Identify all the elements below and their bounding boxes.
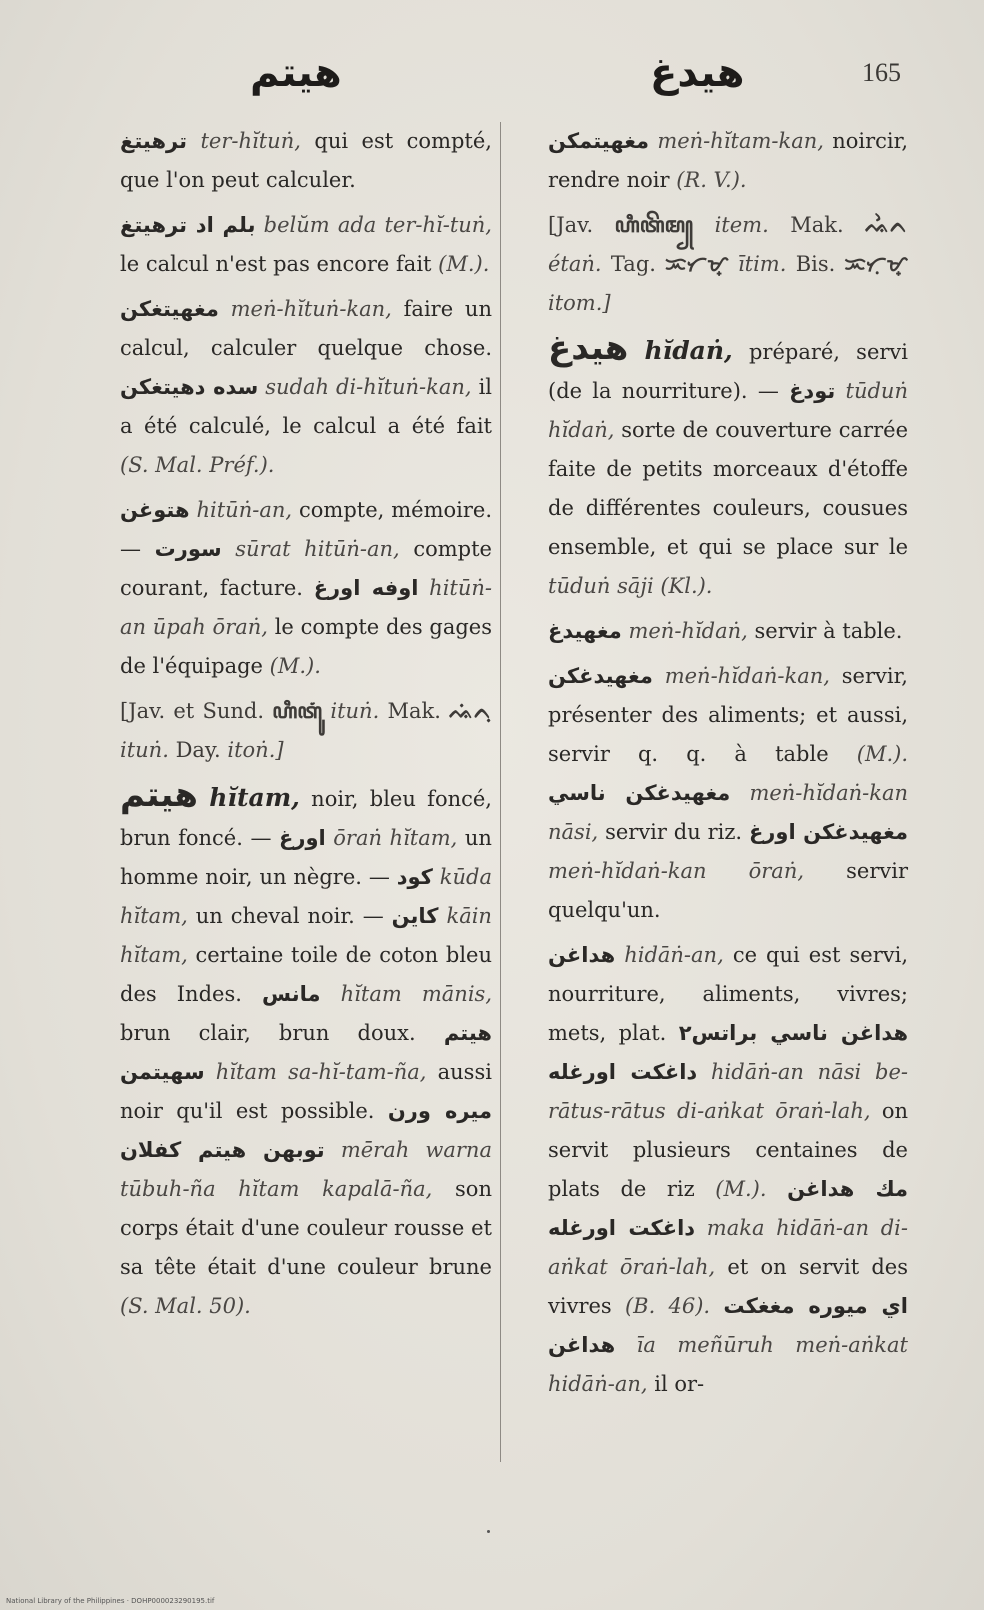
right-column (548, 122, 908, 1410)
entry-belum-ada: بلم اد ترهيتغ belŭm ada ter-hĭ-tuṅ, le calcul n'est pas encore fait (M.). (120, 213, 492, 276)
etymology-hitam: [Jav. ꦲꦶꦠꦼꦩ꧀ item. Mak. ᨕᨛᨈ étaṅ. Tag. ᜁᜆᜋ᜔ ītim. Bis. ᜁᜆᜓᜋ᜔ itom.] (548, 213, 909, 315)
entry-terhitung: ترهيتغ ter-hĭtuṅ, qui est compté, que l'on peut calculer. (120, 129, 492, 192)
header-left-arabic: هيتم (250, 50, 342, 96)
entry-hidangan: هداغن hidāṅ-an, ce qui est servi, nourriture, aliments, vivres; mets, plat. هداغن ناسي براتس٢ داغكت اورغله hidāṅ-an nāsi be-rātus-rātus di-aṅkat ōraṅ-lah, on servit plusieurs centaines de plats de riz (M.). مك هداغن داغكت اورغله maka hidāṅ-an di-aṅkat ōraṅ-lah, et on servit des vivres (B. 46). اي ميوره مغغكت هداغن īa meñūruh meṅ-aṅkat hidāṅ-an, il or- (548, 943, 909, 1396)
entry-menghidangkan: مغهيدغكن meṅ-hĭdaṅ-kan, servir, présenter des aliments; et aussi, servir q. q. à table (M.). مغهيدغكن ناسي meṅ-hĭdaṅ-kan nāsi, servir du riz. مغهيدغكن اورغ meṅ-hĭdaṅ-kan ōraṅ, servir quelqu'un. (548, 664, 908, 922)
column-divider (500, 122, 501, 1462)
scan-credit: National Library of the Philippines · DOHP000023290195.tif (6, 1597, 215, 1605)
etymology-hitung: [Jav. et Sund. ꦲꦶꦠꦸꦁ ituṅ. Mak. ᨕᨗᨈᨘ ituṅ. Day. itoṅ.] (120, 699, 492, 762)
page-speck (487, 1530, 490, 1533)
entry-menghitungkan: مغهيتغكن meṅ-hĭtuṅ-kan, faire un calcul, calculer quelque chose. سده دهيتغكن sudah di-hĭtuṅ-kan, il a été calculé, le calcul a été fait (S. Mal. Préf.). (120, 297, 492, 477)
page-number: 165 (862, 58, 901, 87)
entry-menghitamkan: مغهيتمكن meṅ-hĭtam-kan, noircir, rendre noir (R. V.). (548, 129, 908, 192)
header-center-arabic: هيدغ (650, 50, 745, 96)
entry-hitam: هيتم hĭtam, noir, bleu foncé, brun foncé. — اورغ ōraṅ hĭtam, un homme noir, un nègre. — كود kūda hĭtam, un cheval noir. — كاين kāin hĭtam, certaine toile de coton bleu des Indes. مانس hĭtam mānis, brun clair, brun doux. هيتم سهيتمن hĭtam sa-hĭ-tam-ña, aussi noir qu'il est possible. ميره ورن توبهن هيتم كفلان mērah warna tūbuh-ña hĭtam kapalā-ña, son corps était d'une couleur rousse et sa tête était d'une couleur brune (S. Mal. 50). (120, 775, 492, 1318)
entry-menghidang: مغهيدغ meṅ-hĭdaṅ, servir à table. (548, 619, 903, 643)
left-column (120, 122, 492, 1332)
entry-hitungan: هتوغن hitūṅ-an, compte, mémoire. — سورت sūrat hitūṅ-an, compte courant, facture. اوفه اورغ hitūṅ-an ūpah ōraṅ, le compte des gages de l'équipage (M.). (120, 498, 492, 678)
entry-hidang: هيدغ hĭdaṅ, préparé, servi (de la nourriture). — تودغ tūduṅ hĭdaṅ, sorte de couverture carrée faite de petits morceaux d'étoffe de différentes couleurs, cousues ensemble, et qui se place sur le tūduṅ sāji (Kl.). (548, 328, 908, 598)
